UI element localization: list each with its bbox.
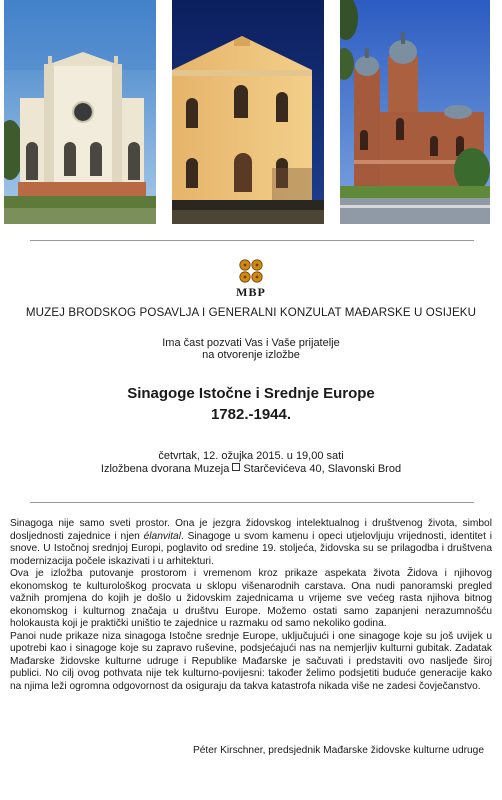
venue-hall: Izložbena dvorana Muzeja — [100, 463, 230, 475]
museum-logo — [0, 258, 502, 300]
synagogue-photo-slavonski-brod — [4, 0, 156, 224]
separator-square-icon — [232, 463, 240, 471]
event-date-time: četvrtak, 12. ožujka 2015. u 19,00 sati — [158, 450, 344, 462]
paragraph-2: Ova je izložba putovanje prostorom i vremenom kroz prikaze aspekata života Židova i njihovog ekonomskog te kulturološkog procvata u sklopu višenarodnih carstava. Ona nudi panoramski pregled važnih promjena do kojih je došlo u židovskim zajednicama u vrijeme sve većeg rasta njihova bitnog ekonomskog i kulturnog značaja u društvu Europe. Možemo ostati samo zapanjeni nerazumnošću holokausta koji je praktički uništio te zajednice u razmaku od samo nekoliko godina. — [10, 568, 492, 629]
exhibition-title: Sinagoge Istočne i Srednje Europe — [127, 385, 375, 402]
signature-line: Péter Kirschner, predsjednik Mađarske židovske kulturne udruge — [192, 745, 484, 756]
venue-address: Starčevićeva 40, Slavonski Brod — [243, 463, 402, 475]
synagogue-photo-szeged — [340, 0, 490, 224]
paragraph-1-start: Sinagoga nije samo sveti prostor. Ona je jezgra židovskog intelektualnog i društvenog života, simbol dosljednosti zajednice i njen — [10, 518, 492, 542]
invitation-line-2: na otvorenje izložbe — [202, 349, 300, 361]
description-text — [10, 518, 492, 693]
top-divider — [30, 240, 474, 241]
paragraph-3: Panoi nude prikaze niza sinagoga Istočne srednje Europe, uključujući i one sinagoge koje su još uvijek u upotrebi kao i sinagoge koje su zapravo ruševine, podsjećajući nas na nemjerljiv kulturni gubitak. Zadatak Mađarske židovske kulturne udruge i Republike Mađarske je sačuvati i predstaviti ovo nasljeđe široj publici. No cilj ovog pothvata nije tek kulturno-povijesni: također želimo podsjetiti buduće generacije kako na njima leži ogromna odgovornost da osiguraju da takva katastrofa nikada više ne zadesi čovječanstvo. — [10, 630, 492, 692]
synagogue-photo-night — [172, 0, 324, 224]
photo-strip — [0, 0, 502, 226]
event-venue — [0, 463, 502, 475]
organizers-heading: MUZEJ BRODSKOG POSAVLJA I GENERALNI KONZULAT MAĐARSKE U OSIJEKU — [25, 306, 477, 319]
exhibition-years: 1782.-1944. — [210, 406, 292, 423]
invitation-line-1: Ima čast pozvati Vas i Vaše prijatelje — [162, 337, 340, 349]
logo-text: MBP — [236, 285, 266, 299]
paragraph-1-italic: élanvital — [143, 530, 181, 542]
mbp-logo-mark-icon — [238, 258, 264, 284]
paragraph-1-end: . Sinagoge u svom kamenu i opeci utjelovljuju vrijednosti, identitet i snove. U Istočnoj srednjoj Europi, poglavito od sredine 19. stoljeća, židovska su se prilagodba i društvena modernizacija počele iskazivati i u arhitekturi. — [10, 530, 492, 567]
bottom-divider — [30, 502, 474, 503]
paragraph-1 — [10, 518, 492, 568]
